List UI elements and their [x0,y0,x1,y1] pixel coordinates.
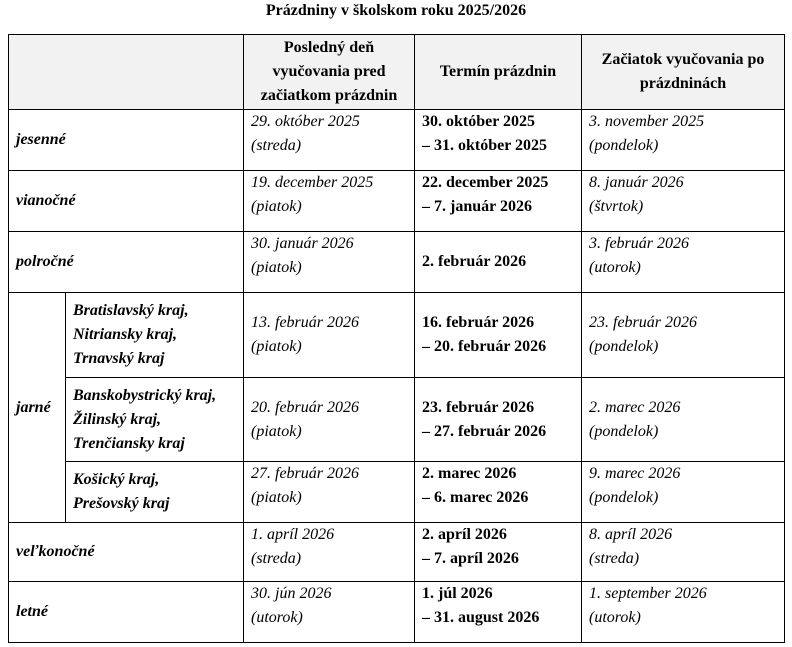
start-cell: 3. február 2026 (utorok) [582,232,785,293]
header-empty-cell [9,35,244,110]
last-day-cell: 19. december 2025 (piatok) [244,171,415,232]
last-day-cell: 13. február 2026 (piatok) [244,293,415,378]
start-cell: 1. september 2026 (utorok) [582,582,785,643]
start-cell: 9. marec 2026 (pondelok) [582,462,785,523]
document-title: Prázdniny v školskom roku 2025/2026 [265,2,527,19]
category-cell-spring: jarné [9,293,66,523]
last-day-cell: 27. február 2026 (piatok) [244,462,415,523]
start-cell: 2. marec 2026 (pondelok) [582,378,785,462]
region-cell: Bratislavský kraj, Nitriansky kraj, Trnavský kraj [66,293,244,378]
header-row [9,35,785,110]
start-cell: 8. apríl 2026 (streda) [582,523,785,582]
region-cell: Košický kraj, Prešovský kraj [66,462,244,523]
last-day-cell: 29. október 2025 (streda) [244,110,415,171]
last-day-cell: 1. apríl 2026 (streda) [244,523,415,582]
last-day-cell: 30. január 2026 (piatok) [244,232,415,293]
term-cell: 22. december 2025 – 7. január 2026 [415,171,582,232]
header-last-day: Posledný deň vyučovania pred začiatkom prázdnin [244,35,415,110]
last-day-cell: 30. jún 2026 (utorok) [244,582,415,643]
last-day-cell: 20. február 2026 (piatok) [244,378,415,462]
term-cell: 16. február 2026 – 20. február 2026 [415,293,582,378]
start-cell: 8. január 2026 (štvrtok) [582,171,785,232]
category-cell: veľkonočné [9,523,244,582]
header-term: Termín prázdnin [415,35,582,110]
region-cell: Banskobystrický kraj, Žilinský kraj, Trenčiansky kraj [66,378,244,462]
category-cell: jesenné [9,110,244,171]
term-cell: 23. február 2026 – 27. február 2026 [415,378,582,462]
term-cell: 2. marec 2026 – 6. marec 2026 [415,462,582,523]
table-row [9,110,785,171]
table-row [9,293,785,378]
holiday-table [8,34,785,643]
table-row [9,171,785,232]
table-row [9,378,785,462]
category-cell: letné [9,582,244,643]
header-start: Začiatok vyučovania po prázdninách [582,35,785,110]
start-cell: 3. november 2025 (pondelok) [582,110,785,171]
table-row [9,462,785,523]
term-cell: 2. apríl 2026 – 7. apríl 2026 [415,523,582,582]
term-cell: 2. február 2026 [415,232,582,293]
category-cell: vianočné [9,171,244,232]
table-row [9,582,785,643]
table-row [9,232,785,293]
category-cell: polročné [9,232,244,293]
table-row [9,523,785,582]
term-cell: 30. október 2025 – 31. október 2025 [415,110,582,171]
start-cell: 23. február 2026 (pondelok) [582,293,785,378]
term-cell: 1. júl 2026 – 31. august 2026 [415,582,582,643]
